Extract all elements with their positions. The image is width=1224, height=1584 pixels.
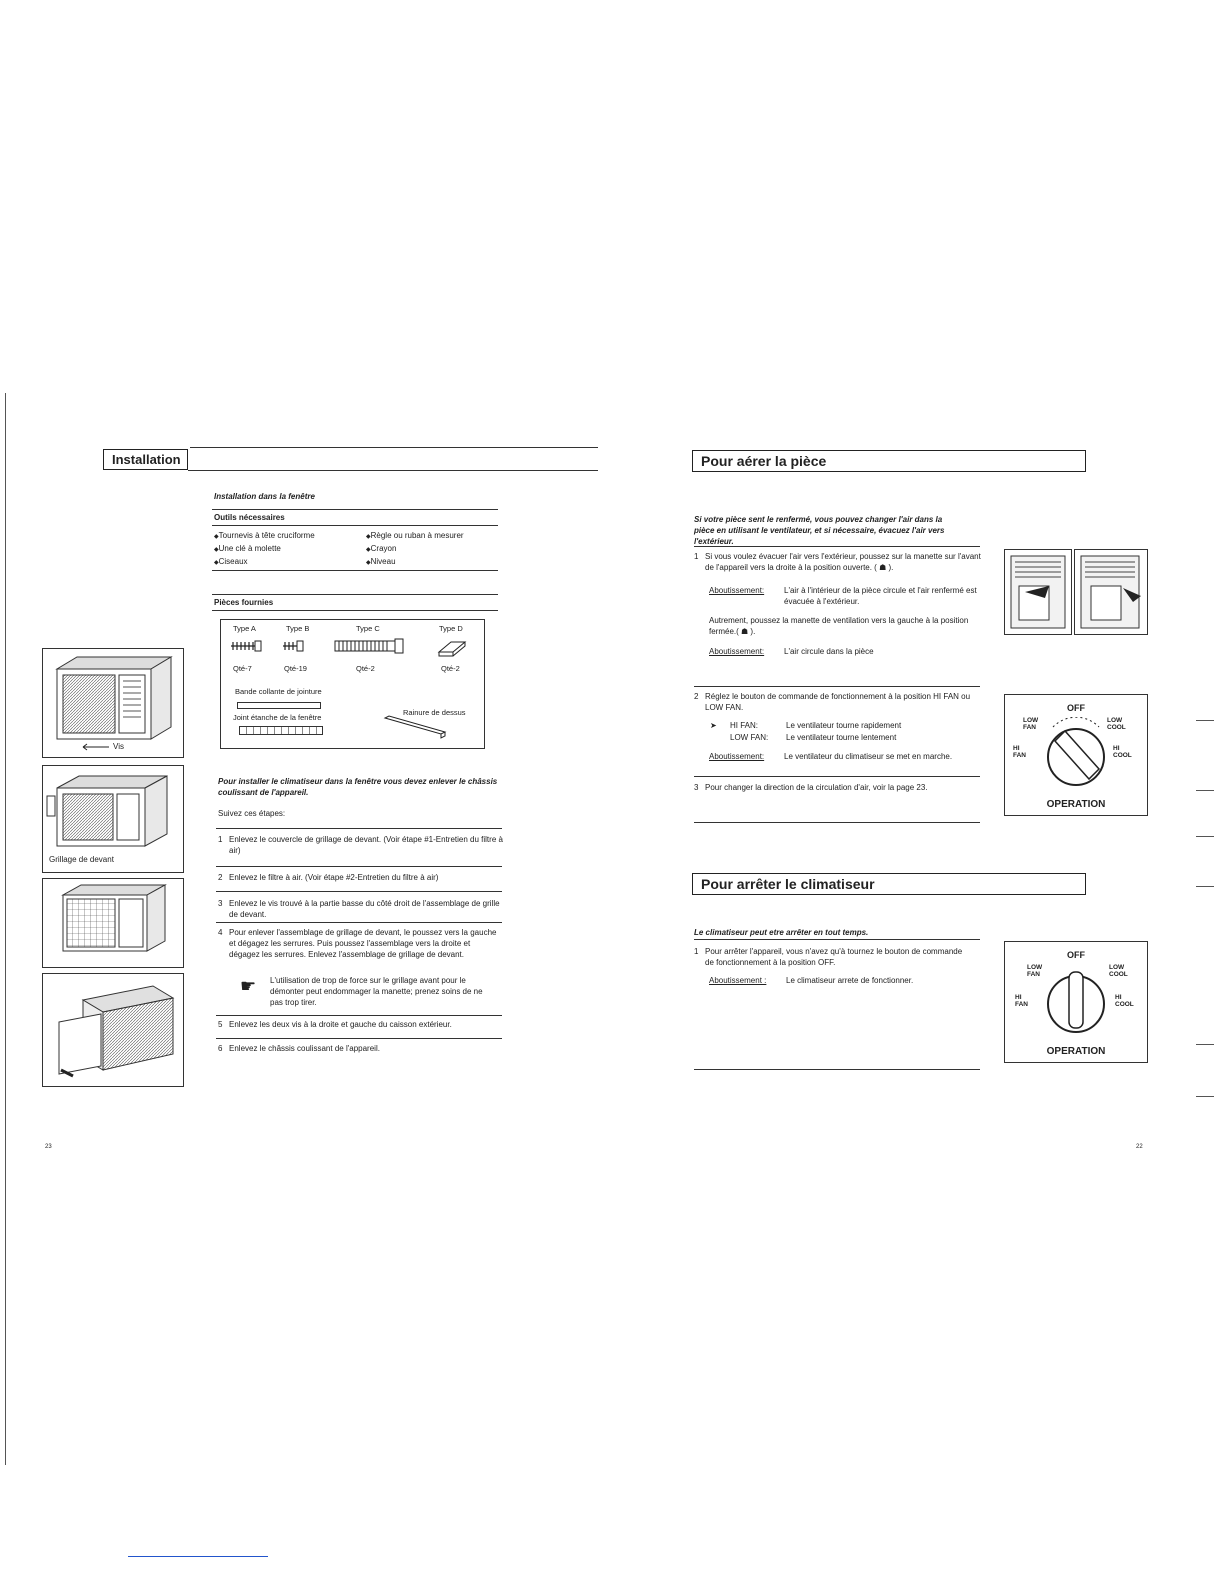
installation-header: Installation <box>103 449 188 470</box>
rule <box>216 828 502 829</box>
rule <box>216 891 502 892</box>
seal-strip-shape <box>237 702 321 709</box>
install-intro: Pour installer le climatiseur dans la fenêtre vous devez enlever le châssis coulissant de l'appareil. <box>218 777 498 797</box>
step-2 <box>218 872 504 883</box>
step-number: 4 <box>218 928 223 937</box>
stop-result: Le climatiseur arrete de fonctionner. <box>786 976 914 985</box>
step-text: Réglez le bouton de commande de fonctionnement à la position HI FAN ou LOW FAN. <box>705 692 971 712</box>
air-header: Pour aérer la pièce <box>692 450 1086 472</box>
header-rule-top <box>190 447 598 448</box>
operation-dial-panel-2 <box>1004 941 1148 1063</box>
air-result-3: Le ventilateur du climatiseur se met en marche. <box>784 752 953 761</box>
air-otherwise: Autrement, poussez la manette de ventilation vers la gauche à la position fermée.( ☗ ). <box>709 616 969 636</box>
bottom-link-rule <box>128 1556 268 1557</box>
window-seal-shape <box>239 726 323 735</box>
low-fan-text: Le ventilateur tourne lentement <box>786 733 897 742</box>
bolt-c-icon <box>333 638 409 654</box>
vent-lever-closed-icon <box>1075 550 1147 634</box>
type-c-label: Type C <box>356 624 380 633</box>
step-number: 1 <box>218 835 223 844</box>
rule <box>216 1038 502 1039</box>
parts-title: Pièces fournies <box>214 598 274 607</box>
dial-hi-cool-label: HI COOL <box>1113 745 1132 759</box>
vent-lever-illustration-1 <box>1004 549 1072 635</box>
dial-hi-fan-label: HI FAN <box>1015 994 1028 1008</box>
vent-lever-open-icon <box>1005 550 1071 634</box>
screw-b-icon <box>281 638 307 654</box>
rule <box>212 525 498 526</box>
left-margin-line <box>5 393 6 1465</box>
screw-a-icon <box>229 638 265 654</box>
dial-low-cool-label: LOW COOL <box>1109 964 1128 978</box>
dial-low-fan-label: LOW FAN <box>1027 964 1043 978</box>
hi-fan-label: HI FAN: <box>730 721 759 730</box>
front-grille-illustration <box>42 765 184 873</box>
operation-caption-1: OPERATION <box>1046 799 1106 810</box>
pointing-hand-icon: ☛ <box>240 976 257 996</box>
step-number: 6 <box>218 1044 223 1053</box>
rotary-knob-icon <box>1041 717 1111 791</box>
step-text: Enlevez le filtre à air. (Voir étape #2-Entretien du filtre à air) <box>229 873 439 882</box>
air-result-1: L'air à l'intérieur de la pièce circule et l'air renfermé est évacuée à l'extérieur. <box>784 586 977 606</box>
step-text: Enlevez le châssis coulissant de l'appareil. <box>229 1044 380 1053</box>
tool-item: ◆ Crayon <box>366 543 464 556</box>
rule <box>216 866 502 867</box>
stop-intro: Le climatiseur peut etre arrêter en tout temps. <box>694 928 869 937</box>
dial-hi-cool-label: HI COOL <box>1115 994 1134 1008</box>
edge-mark <box>1196 1044 1214 1045</box>
step-text: Pour changer la direction de la circulation d'air, voir la page 23. <box>705 783 928 792</box>
type-d-label: Type D <box>439 624 463 633</box>
top-groove-label: Rainure de dessus <box>403 708 466 717</box>
result-label-2: Aboutissement: <box>709 647 765 656</box>
result-label-3: Aboutissement: <box>709 752 765 761</box>
rule <box>212 594 498 595</box>
tool-item: ◆ Ciseaux <box>214 556 315 569</box>
type-b-label: Type B <box>286 624 310 633</box>
rule <box>694 546 980 547</box>
operation-dial-panel-1 <box>1004 694 1148 816</box>
tool-item: ◆ Niveau <box>366 556 464 569</box>
stop-header: Pour arrêter le climatiseur <box>692 873 1086 895</box>
edge-mark <box>1196 1096 1214 1097</box>
header-rule <box>188 470 598 471</box>
rotary-knob-off-icon <box>1041 962 1111 1038</box>
rule <box>216 922 502 923</box>
rule <box>694 776 980 777</box>
step-5 <box>218 1019 504 1030</box>
edge-mark <box>1196 886 1214 887</box>
qty-a: Qté-7 <box>233 664 252 673</box>
step-text: Enlevez le vis trouvé à la partie basse du côté droit de l'assemblage de grille de devant. <box>229 899 500 919</box>
left-page-number: 23 <box>45 1144 52 1150</box>
air-step-1 <box>694 551 984 573</box>
qty-d: Qté-2 <box>441 664 460 673</box>
step-text: Pour enlever l'assemblage de grillage de devant, le poussez vers la gauche et dégagez les serrures. Puis poussez l'assemblage vers la droite et dégagez les serrures. Enlevez l'assemblage de grillage de devant. <box>229 928 497 959</box>
step-text: Si vous voulez évacuer l'air vers l'extérieur, poussez sur la manette sur l'avant de l'appareil vers la droite à la position ouverte. ( ☗ ). <box>705 552 981 572</box>
step-1 <box>218 834 504 856</box>
filter-panel-icon <box>43 879 183 967</box>
air-step-3 <box>694 782 974 793</box>
rule <box>212 610 498 611</box>
chassis-removal-icon <box>43 974 183 1086</box>
step-4 <box>218 927 504 960</box>
tools-left-list <box>214 530 315 569</box>
dial-off-label: OFF <box>1067 950 1085 960</box>
type-a-label: Type A <box>233 624 256 633</box>
edge-mark <box>1196 720 1214 721</box>
tool-item: ◆ Tournevis à tête cruciforme <box>214 530 315 543</box>
qty-c: Qté-2 <box>356 664 375 673</box>
step-text: Enlevez le couvercle de grillage de devant. (Voir étape #1-Entretien du filtre à air) <box>229 835 503 855</box>
step-text: Pour arrêter l'appareil, vous n'avez qu'à tournez le bouton de commande de fonctionnement à la position OFF. <box>705 947 963 967</box>
caution-note: L'utilisation de trop de force sur le grillage avant pour le démonter peut endommager la manette; prenez soins de ne pas trop tirer. <box>270 976 483 1007</box>
follow-steps: Suivez ces étapes: <box>218 809 286 818</box>
sliding-chassis-illustration <box>42 973 184 1087</box>
rule <box>212 509 498 510</box>
right-page-number: 22 <box>1136 1144 1143 1150</box>
hi-fan-text: Le ventilateur tourne rapidement <box>786 721 902 730</box>
rule <box>694 686 980 687</box>
rule <box>694 822 980 823</box>
stop-step-1 <box>694 946 974 968</box>
low-fan-label: LOW FAN: <box>730 733 769 742</box>
grille-label: Grillage de devant <box>49 855 114 864</box>
vent-lever-illustration-2 <box>1074 549 1148 635</box>
bracket-d-icon <box>437 636 467 658</box>
stop-result-label: Aboutissement : <box>709 976 767 985</box>
dial-low-cool-label: LOW COOL <box>1107 717 1126 731</box>
screw-label: Vis <box>113 742 124 751</box>
step-number: 5 <box>218 1020 223 1029</box>
rule <box>694 939 980 940</box>
edge-mark <box>1196 836 1214 837</box>
step-text: Enlevez les deux vis à la droite et gauche du caisson extérieur. <box>229 1020 452 1029</box>
edge-mark <box>1196 790 1214 791</box>
tool-item: ◆ Règle ou ruban à mesurer <box>366 530 464 543</box>
air-intro: Si votre pièce sent le renfermé, vous pouvez changer l'air dans la pièce en utilisant le ventilateur, et si nécessaire, évacuez l'air vers l'extérieur. <box>694 515 945 546</box>
seal-strip-label: Bande collante de jointure <box>235 687 322 696</box>
rule <box>212 570 498 571</box>
tools-right-list <box>366 530 464 569</box>
dial-hi-fan-label: HI FAN <box>1013 745 1026 759</box>
arrow-marker-icon: ➤ <box>710 721 717 730</box>
ac-front-illustration <box>42 648 184 758</box>
groove-rail-icon <box>381 712 451 742</box>
tool-item: ◆ Une clé à molette <box>214 543 315 556</box>
qty-b: Qté-19 <box>284 664 307 673</box>
result-label-1: Aboutissement: <box>709 586 765 595</box>
step-number: 1 <box>694 947 699 956</box>
air-step-2 <box>694 691 974 713</box>
window-seal-label: Joint étanche de la fenêtre <box>233 713 322 722</box>
parts-box <box>220 619 485 749</box>
step-number: 1 <box>694 552 699 561</box>
rule <box>694 1069 980 1070</box>
step-number: 2 <box>218 873 223 882</box>
rule <box>216 1015 502 1016</box>
step-number: 2 <box>694 692 699 701</box>
step-3 <box>218 898 504 920</box>
step-6 <box>218 1043 504 1054</box>
air-result-2: L'air circule dans la pièce <box>784 647 874 656</box>
step-number: 3 <box>694 783 699 792</box>
filter-illustration <box>42 878 184 968</box>
operation-caption-2: OPERATION <box>1046 1046 1106 1057</box>
step-number: 3 <box>218 899 223 908</box>
dial-low-fan-label: LOW FAN <box>1023 717 1039 731</box>
tools-title: Outils nécessaires <box>214 513 285 522</box>
dial-off-label: OFF <box>1067 703 1085 713</box>
install-subtitle: Installation dans la fenêtre <box>214 492 315 501</box>
